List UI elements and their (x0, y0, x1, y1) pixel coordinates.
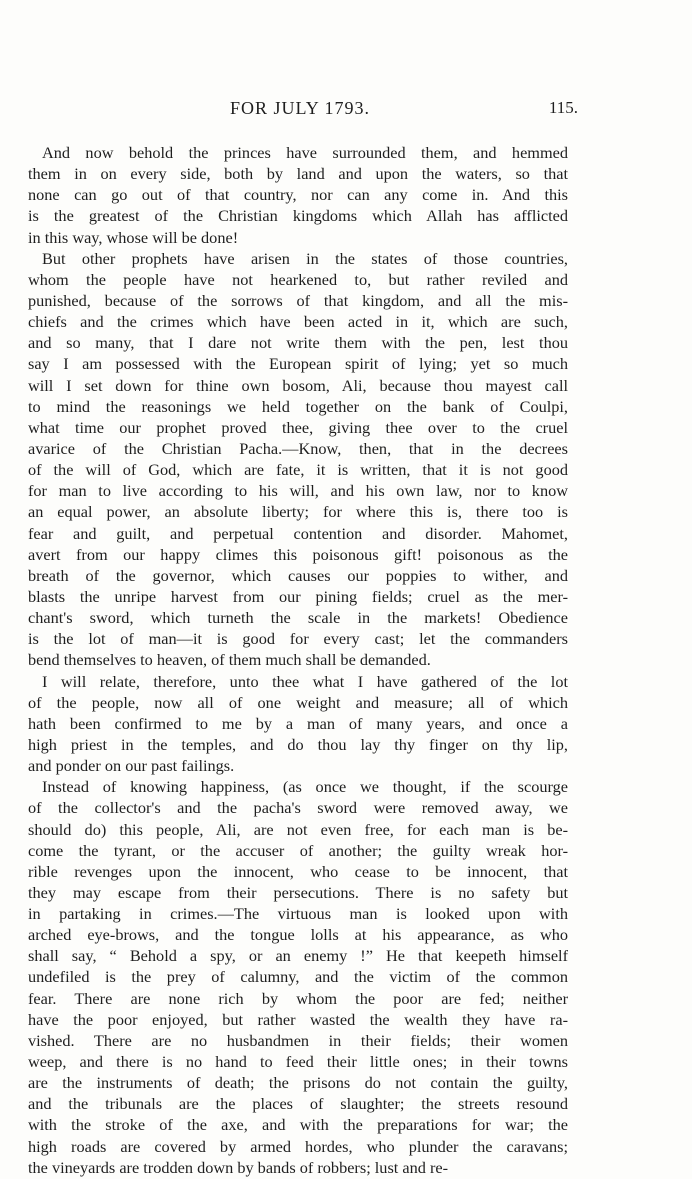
page-number: 115. (548, 98, 578, 117)
paragraph (28, 776, 568, 1178)
text-line: of the people, now all of one weight and measure; all of which (28, 692, 568, 712)
text-line: arched eye-brows, and the tongue lolls at his appearance, as who (28, 925, 568, 945)
text-line: is the lot of man—it is good for every cast; let the commanders (28, 629, 568, 649)
text-line: of the collector's and the pacha's sword were removed away, we (28, 798, 568, 818)
text-line: hath been confirmed to me by a man of many years, and once a (28, 713, 568, 733)
paragraph (28, 142, 568, 248)
text-line: chiefs and the crimes which have been acted in it, which are such, (28, 312, 568, 332)
text-line: punished, because of the sorrows of that kingdom, and all the mis- (28, 290, 568, 310)
text-line: in this way, whose will be done! (28, 227, 239, 247)
text-line: I will relate, therefore, unto thee what I have gathered of the lot (42, 671, 568, 691)
text-line: the vineyards are trodden down by bands of robbers; lust and re- (28, 1157, 449, 1177)
text-line: is the greatest of the Christian kingdoms which Allah has afflicted (28, 206, 568, 226)
paragraph (28, 248, 568, 671)
text-line: in partaking in crimes.—The virtuous man is looked upon with (28, 904, 568, 924)
text-line: Instead of knowing happiness, (as once we thought, if the scourge (42, 777, 568, 797)
text-line: they may escape from their persecutions. There is no safety but (28, 882, 568, 902)
text-line: vished. There are no husbandmen in their fields; their women (28, 1030, 568, 1050)
text-line: are the instruments of death; the prisons do not contain the guilty, (28, 1073, 568, 1093)
text-line: But other prophets have arisen in the states of those countries, (42, 248, 568, 268)
text-line: none can go out of that country, nor can any come in. And this (28, 185, 568, 205)
text-line: undefiled is the prey of calumny, and the victim of the common (28, 967, 568, 987)
text-line: high priest in the temples, and do thou lay thy finger on thy lip, (28, 734, 568, 754)
text-line: weep, and there is no hand to feed their little ones; in their towns (28, 1052, 568, 1072)
page-header (30, 98, 578, 122)
text-line: avert from our happy climes this poisonous gift! poisonous as the (28, 544, 568, 564)
text-line: say I am possessed with the European spirit of lying; yet so much (28, 354, 568, 374)
text-line: an equal power, an absolute liberty; for where this is, there too is (28, 502, 568, 522)
text-line: for man to live according to his will, and his own law, nor to know (28, 481, 568, 501)
text-line: have the poor enjoyed, but rather wasted the wealth they have ra- (28, 1009, 568, 1029)
text-line: them in on every side, both by land and upon the waters, so that (28, 164, 568, 184)
text-line: will I set down for thine own bosom, Ali, because thou mayest call (28, 375, 568, 395)
running-title: FOR JULY 1793. (230, 98, 371, 118)
text-line: blasts the unripe harvest from our pining fields; cruel as the mer- (28, 586, 568, 606)
text-line: and so many, that I dare not write them with the pen, lest thou (28, 333, 568, 353)
text-line: bend themselves to heaven, of them much shall be demanded. (28, 650, 431, 670)
text-line: of the will of God, which are fate, it is written, that it is not good (28, 460, 568, 480)
text-line: and the tribunals are the places of slaughter; the streets resound (28, 1094, 568, 1114)
text-line: shall say, “ Behold a spy, or an enemy !” He that keepeth himself (28, 946, 568, 966)
body-text (28, 142, 568, 1178)
text-line: And now behold the princes have surrounded them, and hemmed (42, 143, 568, 162)
text-line: fear. There are none rich by whom the poor are fed; neither (28, 988, 568, 1008)
text-line: with the stroke of the axe, and with the preparations for war; the (28, 1115, 568, 1135)
paragraph (28, 671, 568, 777)
text-line: avarice of the Christian Pacha.—Know, then, that in the decrees (28, 438, 568, 458)
text-line: to mind the reasonings we held together on the bank of Coulpi, (28, 396, 568, 416)
text-line: should do) this people, Ali, are not even free, for each man is be- (28, 819, 568, 839)
text-line: high roads are covered by armed hordes, who plunder the caravans; (28, 1136, 568, 1156)
text-line: rible revenges upon the innocent, who cease to be innocent, that (28, 861, 568, 881)
text-line: come the tyrant, or the accuser of another; the guilty wreak hor- (28, 840, 568, 860)
text-line: and ponder on our past failings. (28, 756, 235, 776)
text-line: fear and guilt, and perpetual contention and disorder. Mahomet, (28, 523, 568, 543)
text-line: breath of the governor, which causes our poppies to wither, and (28, 565, 568, 585)
text-line: chant's sword, which turneth the scale in the markets! Obedience (28, 608, 568, 628)
text-line: whom the people have not hearkened to, but rather reviled and (28, 269, 568, 289)
text-line: what time our prophet proved thee, giving thee over to the cruel (28, 417, 568, 437)
